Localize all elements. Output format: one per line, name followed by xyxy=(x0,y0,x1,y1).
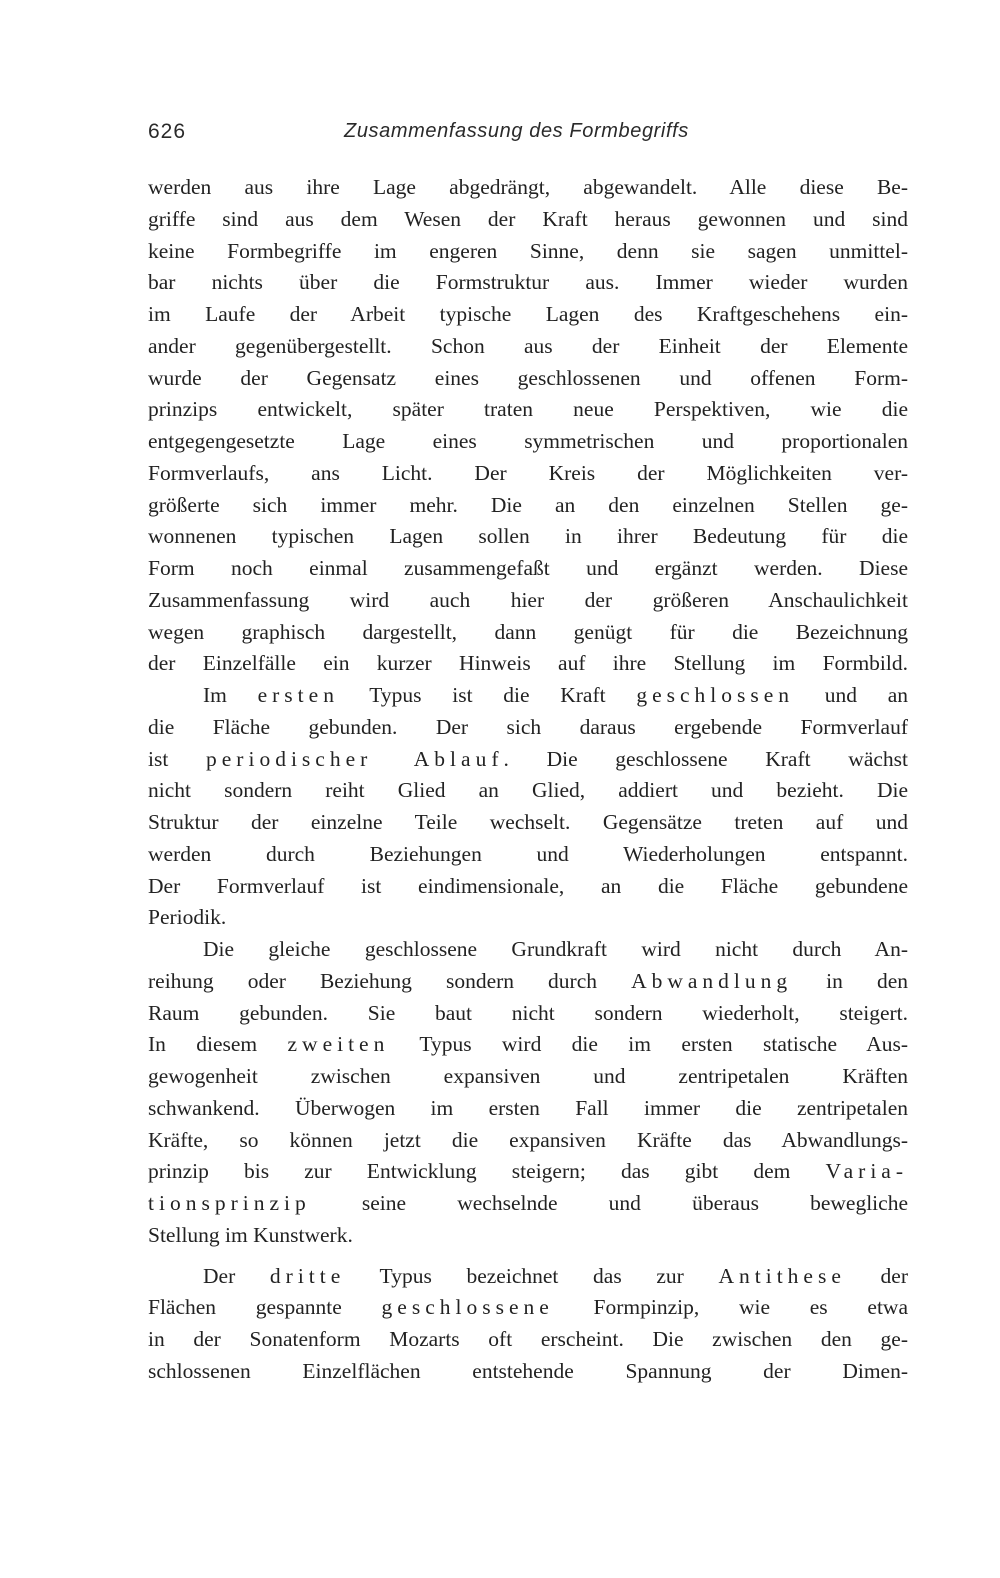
text-line: Formverlaufs, ans Licht. Der Kreis der Möglichkeiten ver- xyxy=(148,460,908,485)
text-line xyxy=(148,1292,908,1324)
text-line xyxy=(148,744,908,776)
text-run: Im xyxy=(203,683,258,707)
text-line: die Fläche gebunden. Der sich daraus ergebende Formverlauf xyxy=(148,714,908,739)
text-line xyxy=(148,1156,908,1188)
paragraph-4 xyxy=(148,1261,908,1388)
text-line: Stellung im Kunstwerk. xyxy=(148,1222,353,1247)
text-line: werden durch Beziehungen und Wiederholungen entspannt. xyxy=(148,841,908,866)
text-line: Die gleiche geschlossene Grundkraft wird nicht durch An- xyxy=(203,937,908,961)
text-run: reihung oder Beziehung sondern durch xyxy=(148,968,632,993)
spaced-emphasis: ersten xyxy=(257,683,339,707)
page-number: 626 xyxy=(148,120,187,143)
text-line: größerte sich immer mehr. Die an den einzelnen Stellen ge- xyxy=(148,492,908,517)
text-run: in den xyxy=(792,968,908,993)
spaced-emphasis: zweiten xyxy=(287,1032,390,1057)
spaced-emphasis: dritte xyxy=(269,1263,346,1288)
text-line: in der Sonatenform Mozarts oft erscheint. Die zwischen den ge- xyxy=(148,1327,908,1351)
text-line xyxy=(148,1261,908,1293)
text-line: wurde der Gegensatz eines geschlossenen und offenen Form- xyxy=(148,365,908,390)
text-run: der xyxy=(845,1263,908,1288)
text-line xyxy=(148,680,908,712)
text-run: seine wechselnde und überaus bewegliche xyxy=(310,1191,908,1215)
spaced-emphasis: geschlossene xyxy=(381,1295,554,1320)
text-line: Struktur der einzelne Teile wechselt. Gegensätze treten auf und xyxy=(148,810,908,834)
text-line: der Einzelfälle ein kurzer Hinweis auf ihre Stellung im Formbild. xyxy=(148,651,908,676)
page-header xyxy=(148,120,908,150)
paragraph-gap xyxy=(148,1252,908,1261)
text-line: gewogenheit zwischen expansiven und zentripetalen Kräften xyxy=(148,1064,908,1088)
text-line: Kräfte, so können jetzt die expansiven Kräfte das Abwandlungs- xyxy=(148,1127,908,1152)
text-line: schlossenen Einzelflächen entstehende Spannung der Dimen- xyxy=(148,1358,908,1383)
paragraph-3 xyxy=(148,934,908,1252)
text-line: ander gegenübergestellt. Schon aus der Einheit der Elemente xyxy=(148,333,908,358)
text-line: keine Formbegriffe im engeren Sinne, denn sie sagen unmittel- xyxy=(148,238,908,263)
text-run: Formpinzip, wie es etwa xyxy=(553,1295,908,1320)
text-line xyxy=(148,966,908,998)
spaced-emphasis: Abwandlung xyxy=(631,968,793,993)
text-line: Raum gebunden. Sie baut nicht sondern wiederholt, steigert. xyxy=(148,1000,908,1025)
text-line: nicht sondern reiht Glied an Glied, addiert und bezieht. Die xyxy=(148,778,908,803)
text-line: im Laufe der Arbeit typische Lagen des Kraftgeschehens ein- xyxy=(148,302,908,326)
text-line: entgegengesetzte Lage eines symmetrischen und proportionalen xyxy=(148,429,908,453)
text-line: Zusammenfassung wird auch hier der größeren Anschaulichkeit xyxy=(148,587,908,612)
text-line: Form noch einmal zusammengefaßt und ergänzt werden. Diese xyxy=(148,556,908,580)
text-line: wegen graphisch dargestellt, dann genügt für die Bezeichnung xyxy=(148,619,908,644)
running-title: Zusammenfassung des Formbegriffs xyxy=(344,120,689,142)
text-line: Der Formverlauf ist eindimensionale, an die Fläche gebundene xyxy=(148,873,908,898)
text-line: Periodik. xyxy=(148,905,227,930)
text-line: bar nichts über die Formstruktur aus. Immer wieder wurden xyxy=(148,270,908,295)
text-run: Typus bezeichnet das zur xyxy=(345,1263,719,1288)
text-run: Flächen gespannte xyxy=(148,1295,382,1320)
spaced-emphasis: Antithese xyxy=(718,1263,846,1288)
text-run: In diesem xyxy=(148,1032,288,1057)
spaced-emphasis: geschlossen xyxy=(636,683,795,707)
text-run: Typus wird die im ersten statische Aus- xyxy=(389,1032,908,1057)
spaced-emphasis: tionsprinzip xyxy=(148,1191,311,1215)
spaced-emphasis: Varia- xyxy=(825,1159,908,1184)
body-text xyxy=(148,172,908,1388)
text-line: prinzips entwickelt, später traten neue Perspektiven, wie die xyxy=(148,397,908,422)
text-run: . Die geschlossene Kraft wächst xyxy=(503,746,908,771)
text-line xyxy=(148,1188,908,1220)
text-run: ist xyxy=(148,746,207,771)
paragraph-2 xyxy=(148,680,908,934)
text-run: Der xyxy=(203,1263,270,1288)
text-line xyxy=(148,1029,908,1061)
spaced-emphasis: periodischer Ablauf xyxy=(206,746,504,771)
text-run: Typus ist die Kraft xyxy=(338,683,637,707)
text-run: prinzip bis zur Entwicklung steigern; das gibt dem xyxy=(148,1159,826,1184)
text-line: schwankend. Überwogen im ersten Fall immer die zentripetalen xyxy=(148,1095,908,1120)
text-run: und an xyxy=(794,683,908,707)
text-line: wonnenen typischen Lagen sollen in ihrer Bedeutung für die xyxy=(148,524,908,549)
paragraph-1 xyxy=(148,172,908,680)
text-line: werden aus ihre Lage abgedrängt, abgewandelt. Alle diese Be- xyxy=(148,175,908,199)
text-line: griffe sind aus dem Wesen der Kraft heraus gewonnen und sind xyxy=(148,206,908,231)
